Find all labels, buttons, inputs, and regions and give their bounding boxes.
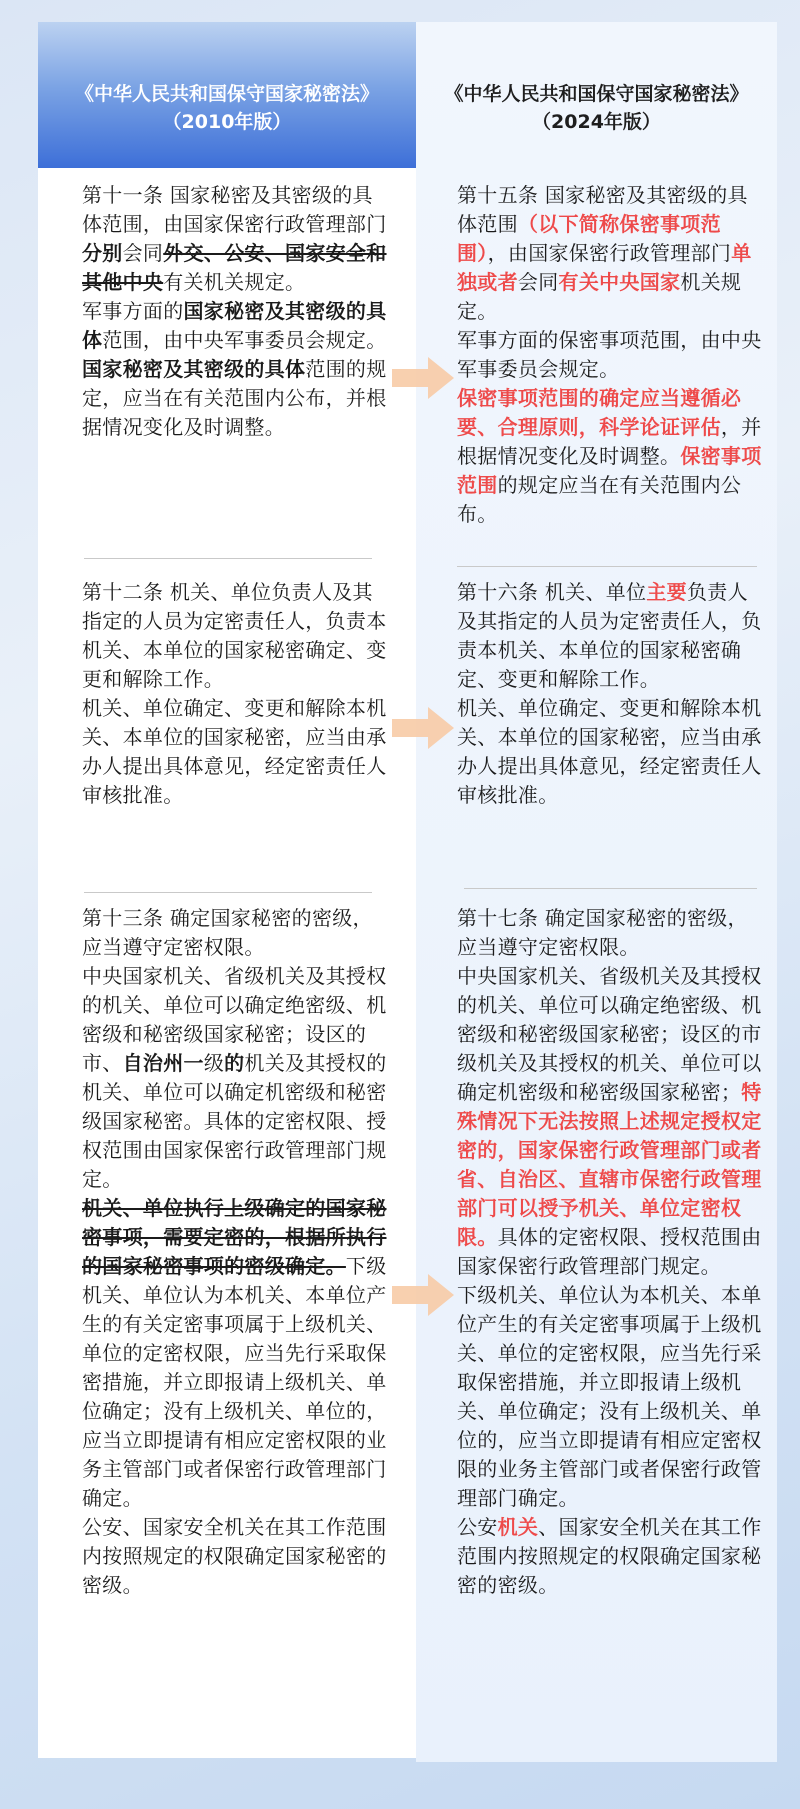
- arrow-right-icon: [392, 707, 454, 749]
- left-header-title: 《中华人民共和国保守国家秘密法》: [74, 83, 379, 105]
- right-a15-para2: 军事方面的保密事项范围，由中央军事委员会规定。: [457, 328, 762, 381]
- left-a13-para3: 机关、单位执行上级确定的国家秘密事项，需要定密的，根据所执行的国家秘密事项的密级确定。下级机关、单位认为本机关、本单位产生的有关定密事项属于上级机关、单位的定密权限，应当先行采取保密措施，并立即报请上级机关、单位确定；没有上级机关、单位的，应当立即提请有相应定密权限的业务主管部门或者保密行政管理部门确定。: [82, 1196, 387, 1510]
- left-a12-para1: 第十二条 机关、单位负责人及其指定的人员为定密责任人，负责本机关、本单位的国家秘密确定、变更和解除工作。: [82, 580, 387, 691]
- right-divider-1: [457, 566, 757, 567]
- right-a15-para3: 保密事项范围的确定应当遵循必要、合理原则，科学论证评估，并根据情况变化及时调整。保密事项范围的规定应当在有关范围内公布。: [457, 386, 762, 526]
- right-a16-para1: 第十六条 机关、单位主要负责人及其指定的人员为定密责任人，负责本机关、本单位的国家秘密确定、变更和解除工作。: [457, 580, 762, 691]
- right-a16-para2: 机关、单位确定、变更和解除本机关、本单位的国家秘密，应当由承办人提出具体意见，经定密责任人审核批准。: [457, 696, 762, 807]
- left-divider-2: [84, 892, 372, 893]
- right-header: [416, 22, 777, 168]
- left-article-13: [82, 904, 392, 1600]
- left-article-11: [82, 181, 388, 442]
- left-header-edition: （2010年版）: [162, 111, 292, 133]
- right-article-16: [457, 578, 767, 810]
- right-a15-para1: 第十五条 国家秘密及其密级的具体范围（以下简称保密事项范围），由国家保密行政管理部门单独或者会同有关中央国家机关规定。: [457, 183, 752, 323]
- right-a17-para4: 公安机关、国家安全机关在其工作范围内按照规定的权限确定国家秘密的密级。: [457, 1515, 762, 1597]
- arrow-right-icon: [392, 357, 454, 399]
- right-article-17: [457, 904, 767, 1600]
- right-a17-para3: 下级机关、单位认为本机关、本单位产生的有关定密事项属于上级机关、单位的定密权限，应当先行采取保密措施，并立即报请上级机关、单位确定；没有上级机关、单位的，应当立即提请有相应定密权限的业务主管部门或者保密行政管理部门确定。: [457, 1283, 762, 1510]
- right-a17-para1: 第十七条 确定国家秘密的密级，应当遵守定密权限。: [457, 906, 748, 959]
- arrow-right-icon: [392, 1274, 454, 1316]
- right-article-15: [457, 181, 763, 529]
- right-header-edition: （2024年版）: [532, 111, 661, 133]
- left-a11-para3: 国家秘密及其密级的具体范围的规定，应当在有关范围内公布，并根据情况变化及时调整。: [82, 357, 387, 439]
- left-a13-para4: 公安、国家安全机关在其工作范围内按照规定的权限确定国家秘密的密级。: [82, 1515, 387, 1597]
- left-divider-1: [84, 558, 372, 559]
- left-header: [38, 22, 416, 168]
- left-a12-para2: 机关、单位确定、变更和解除本机关、本单位的国家秘密，应当由承办人提出具体意见，经定密责任人审核批准。: [82, 696, 387, 807]
- left-article-12: [82, 578, 392, 810]
- right-a17-para2: 中央国家机关、省级机关及其授权的机关、单位可以确定绝密级、机密级和秘密级国家秘密；设区的市级机关及其授权的机关、单位可以确定机密级和秘密级国家秘密；特殊情况下无法按照上述规定授权定密的，国家保密行政管理部门或者省、自治区、直辖市保密行政管理部门可以授予机关、单位定密权限。具体的定密权限、授权范围由国家保密行政管理部门规定。: [457, 964, 762, 1278]
- left-a13-para1: 第十三条 确定国家秘密的密级，应当遵守定密权限。: [82, 906, 373, 959]
- left-a13-para2: 中央国家机关、省级机关及其授权的机关、单位可以确定绝密级、机密级和秘密级国家秘密；设区的市、自治州一级的机关及其授权的机关、单位可以确定机密级和秘密级国家秘密。具体的定密权限、授权范围由国家保密行政管理部门规定。: [82, 964, 387, 1191]
- left-a11-para1: 第十一条 国家秘密及其密级的具体范围，由国家保密行政管理部门分别会同外交、公安、国家安全和其他中央有关机关规定。: [82, 183, 387, 294]
- right-header-title: 《中华人民共和国保守国家秘密法》: [444, 83, 749, 105]
- left-a11-para2: 军事方面的国家秘密及其密级的具体范围，由中央军事委员会规定。: [82, 299, 387, 352]
- right-divider-2: [464, 888, 757, 889]
